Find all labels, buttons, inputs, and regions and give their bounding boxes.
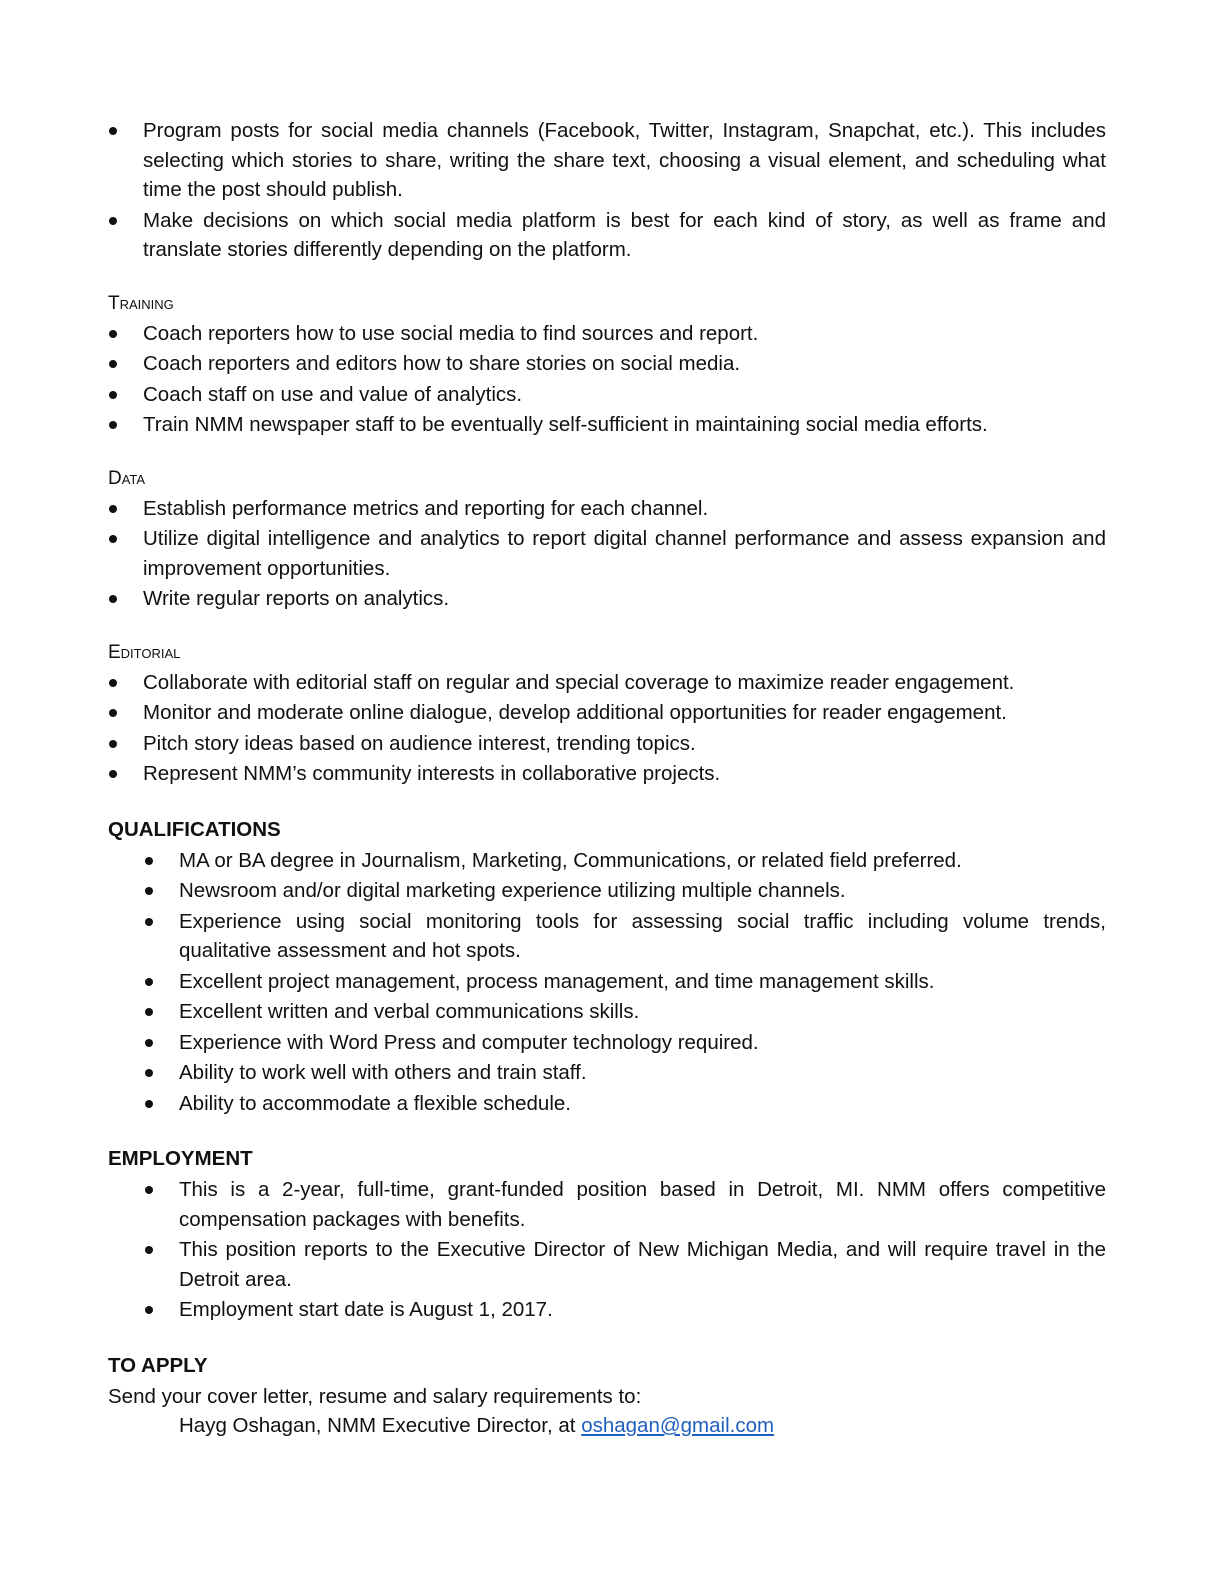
bullet-icon: [145, 978, 153, 986]
bullet-icon: [145, 1246, 153, 1254]
bullet-icon: [145, 1039, 153, 1047]
list-item: Pitch story ideas based on audience interest, trending topics.: [108, 729, 1106, 759]
bullet-icon: [145, 857, 153, 865]
section-title-editorial: Editorial: [108, 641, 181, 663]
list-item: Experience with Word Press and computer technology required.: [108, 1028, 1106, 1058]
bullet-icon: [109, 391, 117, 399]
bullet-icon: [109, 679, 117, 687]
responsibilities-list: [108, 116, 1106, 265]
bullet-icon: [145, 1306, 153, 1314]
bullet-icon: [145, 887, 153, 895]
employment-list: [108, 1175, 1106, 1325]
bullet-icon: [145, 1008, 153, 1016]
list-item: Coach reporters and editors how to share stories on social media.: [108, 349, 1106, 379]
bullet-icon: [145, 1069, 153, 1077]
list-item: Coach staff on use and value of analytics.: [108, 380, 1106, 410]
list-item: Experience using social monitoring tools for assessing social traffic including volume trends, qualitative assessment and hot spots.: [108, 907, 1106, 966]
list-item: Write regular reports on analytics.: [108, 584, 1106, 614]
bullet-icon: [109, 770, 117, 778]
section-title-training: Training: [108, 292, 174, 314]
list-item: This is a 2-year, full-time, grant-funded position based in Detroit, MI. NMM offers competitive compensation packages with benefits.: [108, 1175, 1106, 1234]
bullet-icon: [109, 740, 117, 748]
section-title-data: Data: [108, 467, 146, 489]
email-link[interactable]: oshagan@gmail.com: [581, 1414, 775, 1437]
bullet-icon: [109, 595, 117, 603]
section-title-to-apply: TO APPLY: [108, 1353, 208, 1377]
list-item: This position reports to the Executive Director of New Michigan Media, and will require travel in the Detroit area.: [108, 1235, 1106, 1294]
apply-instructions: Send your cover letter, resume and salary requirements to:: [108, 1384, 642, 1408]
apply-contact: [108, 1411, 1106, 1441]
list-item: Train NMM newspaper staff to be eventually self-sufficient in maintaining social media efforts.: [108, 410, 1106, 440]
bullet-icon: [109, 535, 117, 543]
list-item: Program posts for social media channels (Facebook, Twitter, Instagram, Snapchat, etc.). This includes selecting which stories to share, writing the share text, choosing a visual element, and scheduling what time the post should publish.: [108, 116, 1106, 205]
list-item: Ability to work well with others and train staff.: [108, 1058, 1106, 1088]
list-item: Excellent written and verbal communications skills.: [108, 997, 1106, 1027]
editorial-list: [108, 668, 1106, 789]
bullet-icon: [109, 127, 117, 135]
list-item: Coach reporters how to use social media to find sources and report.: [108, 319, 1106, 349]
bullet-icon: [109, 360, 117, 368]
data-list: [108, 494, 1106, 614]
bullet-icon: [109, 505, 117, 513]
training-list: [108, 319, 1106, 440]
list-item: Make decisions on which social media platform is best for each kind of story, as well as frame and translate stories differently depending on the platform.: [108, 206, 1106, 265]
qualifications-list: [108, 846, 1106, 1119]
bullet-icon: [145, 1100, 153, 1108]
bullet-icon: [109, 709, 117, 717]
bullet-icon: [145, 918, 153, 926]
list-item: Excellent project management, process management, and time management skills.: [108, 967, 1106, 997]
bullet-icon: [109, 421, 117, 429]
bullet-icon: [109, 330, 117, 338]
list-item: Collaborate with editorial staff on regular and special coverage to maximize reader engagement.: [108, 668, 1106, 698]
list-item: Utilize digital intelligence and analytics to report digital channel performance and assess expansion and improvement opportunities.: [108, 524, 1106, 583]
list-item: Ability to accommodate a flexible schedule.: [108, 1089, 1106, 1119]
bullet-icon: [145, 1186, 153, 1194]
document-page: [108, 116, 1106, 1441]
section-title-employment: EMPLOYMENT: [108, 1147, 253, 1170]
list-item: Establish performance metrics and reporting for each channel.: [108, 494, 1106, 524]
bullet-icon: [109, 217, 117, 225]
contact-text: Hayg Oshagan, NMM Executive Director, at: [179, 1414, 582, 1437]
section-title-qualifications: QUALIFICATIONS: [108, 817, 281, 841]
list-item: Employment start date is August 1, 2017.: [108, 1295, 1106, 1325]
list-item: Newsroom and/or digital marketing experience utilizing multiple channels.: [108, 876, 1106, 906]
list-item: Represent NMM’s community interests in collaborative projects.: [108, 759, 1106, 789]
list-item: MA or BA degree in Journalism, Marketing, Communications, or related field preferred.: [108, 846, 1106, 876]
list-item: Monitor and moderate online dialogue, develop additional opportunities for reader engagement.: [108, 698, 1106, 728]
